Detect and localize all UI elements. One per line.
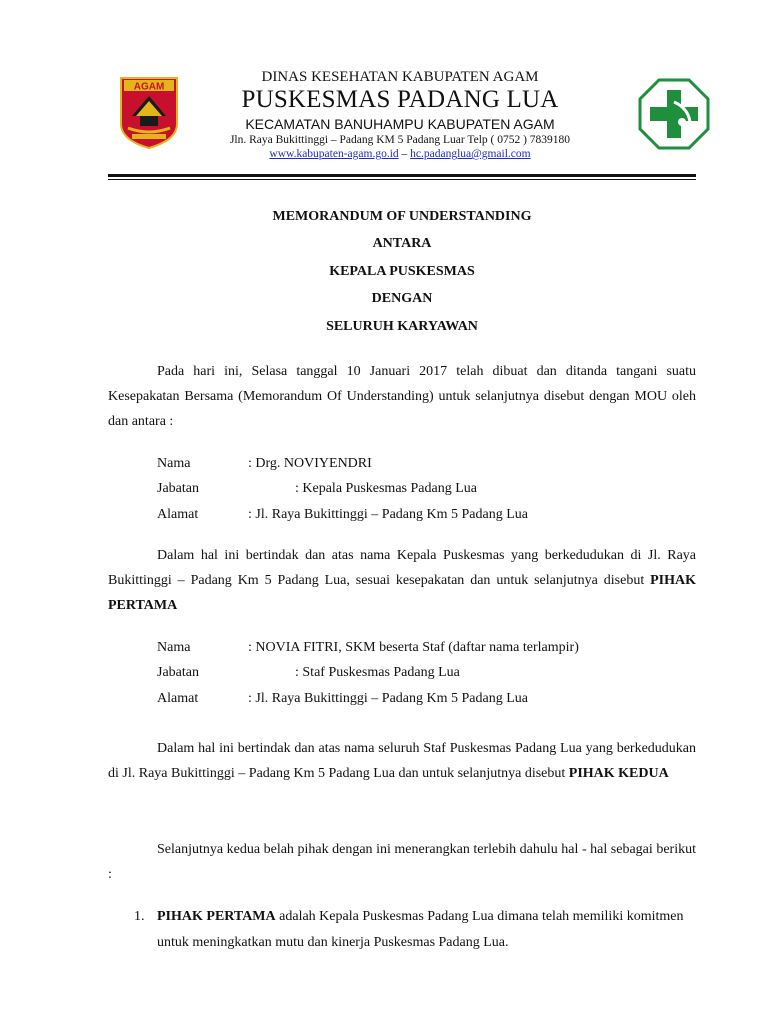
- letterhead-district: KECAMATAN BANUHAMPU KABUPATEN AGAM: [245, 116, 555, 132]
- list-item-number: 1.: [134, 909, 145, 924]
- party2-nama-value: : NOVIA FITRI, SKM beserta Staf (daftar nama terlampir): [248, 640, 579, 655]
- list-item-body: adalah Kepala Puskesmas Padang Lua dimana telah memiliki komitmen untuk meningkatkan mutu dan kinerja Puskesmas Padang Lua.: [157, 909, 684, 950]
- party2-description: [108, 736, 696, 786]
- party2-alamat-value: : Jl. Raya Bukittinggi – Padang Km 5 Padang Lua: [248, 691, 528, 706]
- contact-separator: –: [398, 148, 411, 160]
- logo-left-label: AGAM: [133, 81, 165, 93]
- list-item-text: [157, 904, 697, 956]
- title-line-2: ANTARA: [372, 236, 432, 251]
- party2-description-text: Dalam hal ini bertindak dan atas nama seluruh Staf Puskesmas Padang Lua yang berkedudukan di Jl. Raya Bukittinggi – Padang Km 5 Padang Lua dan untuk selanjutnya disebut: [108, 741, 696, 781]
- intro-paragraph: Pada hari ini, Selasa tanggal 10 Januari 2017 telah dibuat dan ditanda tangani suatu Kesepakatan Bersama (Memorandum Of Understanding) untuk selanjutnya disebut dengan MOU oleh dan antara :: [108, 364, 696, 429]
- agam-emblem-icon: [118, 76, 180, 150]
- party1-nama-label: Nama: [157, 456, 191, 471]
- title-line-3: KEPALA PUSKESMAS: [329, 264, 475, 279]
- party1-nama-value: : Drg. NOVIYENDRI: [248, 456, 372, 471]
- website-link[interactable]: www.kabupaten-agam.go.id: [269, 148, 399, 160]
- email-link[interactable]: hc.padanglua@gmail.com: [410, 148, 531, 160]
- party1-alamat-label: Alamat: [157, 507, 199, 522]
- title-line-1: MEMORANDUM OF UNDERSTANDING: [272, 209, 532, 224]
- closing-paragraph: Selanjutnya kedua belah pihak dengan ini menerangkan terlebih dahulu hal - hal sebagai berikut :: [108, 842, 696, 882]
- party1-alamat-value: : Jl. Raya Bukittinggi – Padang Km 5 Padang Lua: [248, 507, 528, 522]
- party1-description-text: Dalam hal ini bertindak dan atas nama Kepala Puskesmas yang berkedudukan di Jl. Raya Bukittinggi – Padang Km 5 Padang Lua, sesuai kesepakatan dan untuk selanjutnya disebut: [108, 548, 696, 588]
- party1-jabatan-value: : Kepala Puskesmas Padang Lua: [295, 481, 477, 496]
- party2-jabatan-label: Jabatan: [157, 665, 199, 680]
- title-line-5: SELURUH KARYAWAN: [326, 319, 478, 334]
- title-line-4: DENGAN: [371, 291, 433, 306]
- list-item-bold: PIHAK PERTAMA: [157, 909, 276, 924]
- party2-jabatan-value: : Staf Puskesmas Padang Lua: [295, 665, 460, 680]
- puskesmas-logo-icon: [638, 78, 710, 150]
- letterhead-address: Jln. Raya Bukittinggi – Padang KM 5 Padang Luar Telp ( 0752 ) 7839180: [229, 134, 571, 146]
- letterhead-contact: [200, 148, 600, 160]
- party2-designation: PIHAK KEDUA: [568, 766, 669, 781]
- party1-description: [108, 543, 696, 618]
- party2-nama-label: Nama: [157, 640, 191, 655]
- party1-jabatan-label: Jabatan: [157, 481, 199, 496]
- letterhead-rule-thin: [108, 179, 696, 180]
- letterhead-rule-thick: [108, 174, 696, 177]
- letterhead-agency: DINAS KESEHATAN KABUPATEN AGAM: [261, 69, 539, 85]
- party2-alamat-label: Alamat: [157, 691, 199, 706]
- party1-designation: PIHAK PERTAMA: [108, 573, 696, 613]
- letterhead-title: PUSKESMAS PADANG LUA: [241, 86, 559, 113]
